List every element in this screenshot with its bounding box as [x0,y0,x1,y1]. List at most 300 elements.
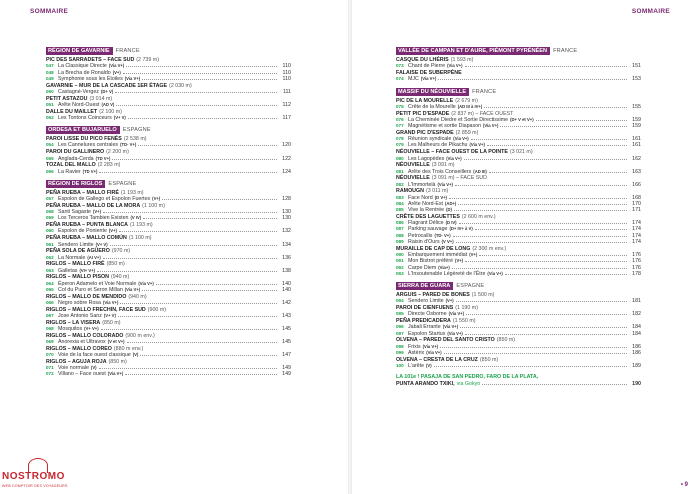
section-title: SIERRA DE GUARA [396,282,453,290]
route-grade: (V et V+) [107,339,125,345]
route-grade: (V+ V+) [84,326,99,332]
route-name: La Brecha de Ronaldo [58,69,111,76]
route-grade: (Via V+) [422,343,439,349]
site-altitude: (2 538 m) [123,136,147,143]
route-page-number: 140 [282,286,291,293]
route-page-number: 159 [632,123,641,130]
route-number: 083 [396,194,404,200]
route-entry[interactable] [46,76,291,82]
dot-leader [115,92,277,93]
dot-leader [459,223,627,224]
route-number: 090 [396,252,404,258]
route-grade: (V+) [108,228,117,234]
route-page-number: 162 [632,155,641,162]
site-block [46,96,291,109]
route-entry[interactable] [46,313,291,319]
site-name: MURAILLE DE CAP DE LONG [396,245,471,252]
route-name: La Classique Directe [58,63,107,70]
route-name: Vive la Rentrée [408,207,445,214]
site-altitude: (850 m) [479,356,499,363]
route-grade: (V+) [112,69,121,75]
site-altitude: (900 m env.) [125,332,155,339]
route-number: 060 [46,228,54,234]
dot-leader [460,327,627,328]
route-page-number: 181 [632,298,641,305]
route-name: Arête des Trois Conseillers [408,168,472,175]
route-page-number: 149 [282,365,291,372]
route-name: Éperon Adamelo et Voie Normale [58,280,137,287]
route-name: Sendero Limite [58,241,94,248]
route-number: 050 [46,88,54,94]
route-page-number: 142 [282,299,291,306]
route-number: 069 [46,339,54,345]
site-name: OLVENA – CRESTA DE LA CRUZ [396,356,478,363]
section-country: ESPAGNE [456,283,485,290]
dot-leader [444,353,627,354]
route-number: 079 [396,142,404,148]
route-grade: (Via V+) [124,286,141,292]
site-block [46,248,291,261]
route-entry[interactable] [46,89,291,95]
route-grade: (Via V+) [108,63,125,69]
site-name: PEÑA RUEBA – MALLO DE LA MORA [46,202,141,209]
route-grade: (Via V+) [442,324,459,330]
route-page-number: 174 [632,232,641,239]
route-name: Espolon de Poniente [58,228,107,235]
route-name: La Ravier [58,168,81,175]
route-name: Mon Bistrot préféré [408,258,454,265]
route-name: Negro sobre Rosa [58,299,101,306]
route-entry[interactable] [46,371,291,377]
dot-leader [112,159,277,160]
section-title: RÉGION DE RIGLOS [46,180,105,188]
site-altitude: (2 859 m) [455,129,479,136]
site-altitude: (880 m env.) [113,345,144,352]
route-entry[interactable] [46,115,291,121]
route-entry[interactable] [46,156,291,162]
dot-leader [452,268,627,269]
route-page-number: 178 [632,270,641,277]
route-entry[interactable] [46,228,291,234]
dot-leader [103,258,277,259]
site-block [396,214,641,245]
route-grade: (D+ V et V+) [510,116,534,122]
route-name: Frixis [408,343,421,350]
site-altitude: (1 100 m) [142,202,165,209]
route-number: 057 [46,196,54,202]
route-page-number: 130 [282,215,291,222]
site-altitude: (2 600 m env.) [461,213,496,220]
dot-leader [471,139,627,140]
route-page-number: 110 [282,63,291,70]
route-number: 084 [396,200,404,206]
dot-leader [126,66,277,67]
route-name: La Normale [58,254,86,261]
route-number: 056 [46,168,54,174]
route-grade: (D+ IV+ à V) [449,226,473,232]
route-grade: (Via V+) [453,136,469,142]
dot-leader [456,242,627,243]
site-name: PAROI DE CIENFUENS [396,305,454,312]
site-block [46,333,291,346]
site-block [46,320,291,333]
route-number: 068 [46,326,54,332]
route-name: Petrocallis [408,232,433,239]
site-block [396,246,641,277]
route-entry[interactable] [396,182,641,188]
site-block [46,149,291,162]
route-page-number: 174 [632,220,641,227]
route-number: 089 [396,238,404,244]
route-name: Réunion syndicale [408,136,452,143]
route-page-number: 176 [632,252,641,259]
route-name: Jabali Errante [408,324,441,331]
section-country: FRANCE [472,88,497,95]
route-page-number: 138 [282,267,291,274]
dot-leader [456,301,627,302]
route-entry[interactable] [396,207,641,213]
site-block [396,357,641,370]
site-name: PETIT PIC D'ESPADE [396,110,450,117]
route-name: L'Immortelà [408,181,436,188]
route-grade: (Via V+) [437,181,453,187]
site-altitude: (3 091 m) [431,162,455,169]
site-block [46,346,291,359]
dot-leader [475,229,627,230]
dot-leader [505,274,627,275]
route-entry[interactable] [396,123,641,129]
site-altitude: (1 100 m) [128,235,152,242]
route-entry[interactable] [396,331,641,337]
route-grade: (TD V+) [82,168,98,174]
route-name: L'arête [408,363,425,369]
route-entry[interactable] [396,76,641,82]
section-country: ESPAGNE [108,180,137,187]
route-number: 071 [46,365,54,371]
dot-leader [142,290,277,291]
route-page-number: 147 [282,352,291,359]
route-name: Parking sauvage [408,226,448,233]
dot-leader [438,79,627,80]
route-page-number: 149 [282,371,291,378]
route-grade: (Via V+) [469,142,485,148]
site-altitude: (3 091 m) – FACE SUD [431,175,487,182]
route-entry[interactable] [396,239,641,245]
dot-leader [142,79,277,80]
section-header [46,180,291,188]
route-page-number: 155 [632,103,641,110]
site-block [396,98,641,111]
route-name: Sendero Limite [408,298,444,305]
toc-section [46,126,291,175]
route-page-number: 153 [632,76,641,83]
route-number: 085 [396,207,404,213]
dot-leader [116,105,277,106]
route-entry[interactable] [396,63,641,69]
section-title: RÉGION DE GAVARNIE [46,47,113,55]
route-page-number: 184 [632,330,641,337]
route-name: Col du Puro et Seron Millan [58,286,123,293]
route-number: 098 [396,343,404,349]
dot-leader [465,334,627,335]
final-entry-line2 [396,381,641,387]
site-block [46,261,291,274]
route-grade: (D V+) [434,194,447,200]
route-number: 054 [46,142,54,148]
site-name: PEÑA SOLA DE AGÜERO [46,248,110,255]
route-grade: (V IV) [130,215,142,221]
dot-leader [453,236,627,237]
site-block [46,83,291,96]
route-grade: (V+) [152,196,161,202]
site-name: RIGLOS – MALLO FIRÉ [46,261,105,268]
site-name: PETIT ASTAZOU [46,95,88,102]
route-number: 072 [46,371,54,377]
final-entry-highlight: via Gokyo [456,380,481,387]
route-entry[interactable] [396,169,641,175]
site-altitude: (2 030 m) [169,82,192,89]
route-page-number: 176 [632,264,641,271]
route-entry[interactable] [396,350,641,356]
dot-leader [119,231,277,232]
dot-leader [479,255,627,256]
route-entry[interactable] [46,287,291,293]
route-name: Symphonie sous les Étoiles [58,75,123,82]
route-page-number: 117 [282,114,291,121]
route-grade: (Via V+) [107,371,124,377]
route-page-number: 174 [632,226,641,233]
site-name: RIGLOS – MALLO DE MENDIDO [46,293,127,300]
route-grade: (V) [426,363,432,368]
logo-brand: NOSTROMO [2,471,65,482]
toc-section [396,47,641,83]
site-block [46,190,291,203]
section-country: ESPAGNE [122,127,151,134]
route-number: 052 [46,114,54,120]
site-name: RIGLOS – AGUJA ROJA [46,358,107,365]
site-block [46,57,291,82]
site-block [396,305,641,318]
route-entry[interactable] [46,300,291,306]
route-name: Espolon de Gallego et Espolon Fuertes [58,196,151,203]
route-number: 049 [46,75,54,81]
route-name: Santi Sagaste [58,209,91,216]
site-name: PEÑA RUEBA – MALLO COMÚN [46,235,127,242]
route-name: Voie de la face ouest classique [58,352,131,359]
site-block [396,188,641,213]
route-number: 064 [46,280,54,286]
route-entry[interactable] [396,298,641,304]
route-name: Anorexia et Ultravox [58,339,106,346]
route-page-number: 186 [632,343,641,350]
dot-leader [482,381,627,386]
route-name: Espolon Startux [408,330,446,337]
route-name: Les Lagopèdes [408,155,445,162]
route-number: 087 [396,226,404,232]
route-grade: (Via V+) [448,311,464,317]
route-number: 066 [46,299,54,305]
dot-leader [99,172,277,173]
route-entry[interactable] [46,352,291,358]
route-name: Face Nord [408,194,433,201]
route-grade: (V+ V) [113,114,126,120]
route-entry[interactable] [396,104,641,110]
route-number: 048 [46,69,54,75]
dot-leader [125,374,277,375]
route-entry[interactable] [46,169,291,175]
route-entry[interactable] [46,242,291,248]
route-page-number: 130 [282,209,291,216]
left-page-header: SOMMAIRE [30,8,69,15]
route-entry[interactable] [46,339,291,345]
site-altitude: (2 837 m) – FACE OUEST [451,110,514,117]
dot-leader [97,271,277,272]
left-toc-column [46,47,291,383]
dot-leader [434,366,627,367]
route-name: Los Terceros Tambien Existen [58,215,129,222]
route-number: 086 [396,220,404,226]
route-number: 065 [46,286,54,292]
site-altitude: (850 m) [108,358,127,365]
site-name: PIC DE LA MOURELLE [396,97,454,104]
route-entry[interactable] [396,363,641,369]
route-page-number: 134 [282,241,291,248]
route-grade: (Via V+) [124,75,141,81]
dot-leader [487,145,627,146]
dot-leader [500,126,627,127]
route-page-number: 168 [632,194,641,201]
section-header [46,47,291,55]
dot-leader [156,284,277,285]
site-block [396,111,641,130]
route-number: 070 [46,352,54,358]
route-entry[interactable] [46,196,291,202]
route-entry[interactable] [396,142,641,148]
route-entry[interactable] [46,268,291,274]
route-entry[interactable] [46,255,291,261]
dot-leader [489,172,627,173]
site-name: PEÑA RUEBA – MALLO FIRÉ [46,189,119,196]
dot-leader [140,355,277,356]
route-page-number: 110 [282,75,291,82]
toc-section [396,282,641,369]
site-name: ARGUIS – PARED DE BONES [396,292,470,299]
route-name: Jose Antonio Sanz [58,313,102,319]
route-number: 061 [46,241,54,247]
route-page-number: 112 [282,101,291,108]
route-number: 063 [46,267,54,273]
site-block [46,203,291,222]
dot-leader [123,73,277,74]
site-altitude: (2 300 m env.) [472,245,507,252]
route-grade: (V) [132,352,139,358]
site-name: PAROI DU GALLINERO [46,149,105,156]
dot-leader [454,210,627,211]
site-name: OLVENA – PARED DEL SANTO CRISTO [396,337,495,344]
final-entry-line1: LA 101e ! PASAJA DE SAN PEDRO, FARO DE LA PLATA, [396,374,539,381]
route-entry[interactable] [396,156,641,162]
route-name: Astérix [408,349,425,356]
site-altitude: (1 193 m) [120,189,144,196]
dot-leader [103,212,277,213]
site-name: CASQUE DU LHÉRIS [396,57,449,63]
site-name: TOZAL DEL MALLO [46,162,96,169]
dot-leader [458,204,627,205]
toc-section [46,47,291,121]
route-name: Crête de la Mourelle [408,103,456,110]
route-page-number: 189 [632,363,641,369]
site-block [46,235,291,248]
dot-leader [455,185,627,186]
route-number: 095 [396,311,404,317]
site-altitude: (940 m) [110,274,130,281]
route-entry[interactable] [46,142,291,148]
site-block [396,162,641,175]
site-block [46,109,291,122]
site-name: NÉOUVIELLE – FACE OUEST DE LA POINTE [396,149,508,156]
route-number: 088 [396,232,404,238]
route-grade: (AI V+) [87,254,101,260]
site-name: PEÑA PREDICADERA [396,318,451,325]
dot-leader [536,120,627,121]
route-name: Voie normale [58,365,89,372]
route-grade: (Via V+) [103,299,119,305]
route-number: 091 [396,258,404,264]
route-entry[interactable] [46,102,291,108]
site-name: NÉOUVIELLE [396,175,430,182]
route-name: Castagné-Vergez [58,88,99,95]
right-toc-column [396,47,641,387]
route-number: 094 [396,298,404,304]
route-page-number: 161 [632,136,641,143]
route-name: Galletas [58,267,78,274]
route-grade: (Via+) [438,264,450,270]
final-entry[interactable] [396,374,641,387]
site-name: PIC DES SARRADETS – FACE SUD [46,57,135,63]
site-name: CRÊTE DES LAGUETTES [396,213,460,220]
route-page-number: 171 [632,207,641,214]
route-grade: (AD III) [473,168,487,174]
route-number: 092 [396,264,404,270]
route-entry[interactable] [396,271,641,277]
route-number: 080 [396,155,404,161]
dot-leader [138,145,277,146]
site-altitude: (2 283 m) [97,162,121,169]
route-page-number: 124 [282,168,291,175]
site-block [396,318,641,337]
dot-leader [110,245,277,246]
route-grade: (AD III à IV+) [457,103,483,109]
page-folio: • 9 [680,482,688,488]
site-altitude: (3 021 m) [509,149,533,156]
section-title: ORDESA ET BUJARUELO [46,126,120,134]
route-entry[interactable] [46,215,291,221]
nostromo-logo [2,458,74,494]
site-altitude: (2 739 m) [136,57,159,63]
route-entry[interactable] [46,326,291,332]
route-page-number: 174 [632,238,641,245]
route-number: 076 [396,116,404,122]
route-entry[interactable] [396,311,641,317]
site-altitude: (2 100 m) [99,108,122,115]
route-grade: (VI+ V+) [79,267,96,273]
route-number: 067 [46,313,54,318]
route-page-number: 145 [282,339,291,346]
dot-leader [143,218,277,219]
site-name: RIGLOS – MALLO PISON [46,274,109,281]
site-name: GAVARNIE – MUR DE LA CASCADE 1ER ÉTAGE [46,82,168,89]
route-grade: (AD V) [101,101,115,107]
